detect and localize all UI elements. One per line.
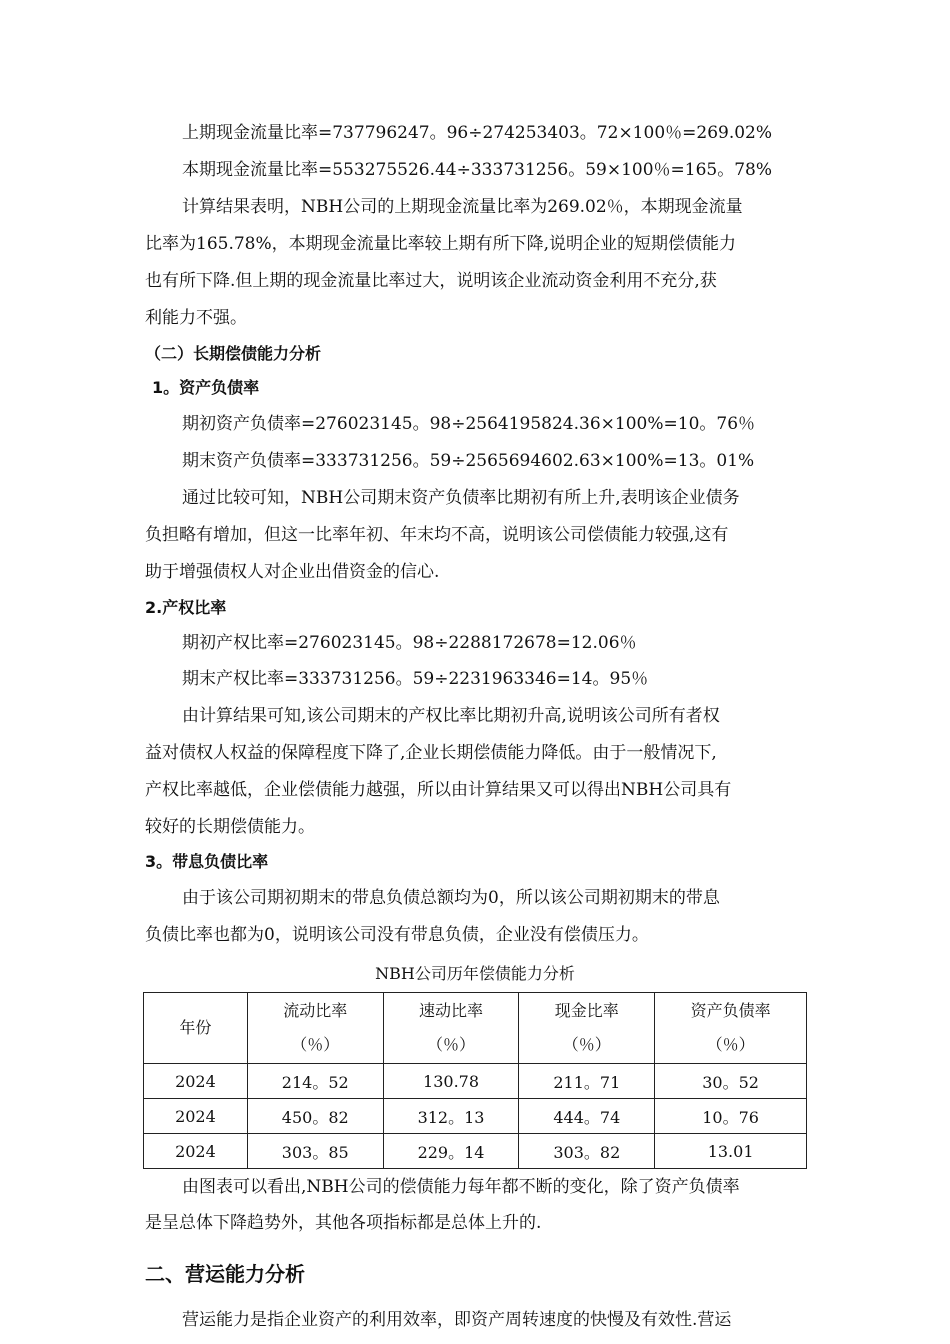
- table-cell: 214。52: [247, 1064, 383, 1099]
- table-cell: 303。85: [247, 1134, 383, 1169]
- table-cell: 229。14: [383, 1134, 519, 1169]
- paragraph-line: 上期现金流量比率=737796247。96÷274253403。72×100％=269.02%: [182, 123, 773, 143]
- header-year: 年份: [144, 993, 248, 1064]
- header-quick-ratio: 速动比率 （％）: [383, 993, 519, 1064]
- table-caption: NBH公司历年偿债能力分析: [375, 964, 575, 983]
- header-debt-ratio: 资产负债率 （％）: [655, 993, 807, 1064]
- table-cell: 312。13: [383, 1099, 519, 1134]
- table-cell: 211。71: [519, 1064, 655, 1099]
- paragraph-line: 比率为165.78%，本期现金流量比率较上期有所下降,说明企业的短期偿债能力: [145, 234, 737, 254]
- table-cell: 2024: [144, 1064, 248, 1099]
- table-header-row: [144, 993, 807, 1064]
- solvency-table: [143, 992, 807, 1169]
- paragraph-line: 由计算结果可知,该公司期末的产权比率比期初升高,说明该公司所有者权: [182, 706, 720, 726]
- chapter-heading: 二、营运能力分析: [145, 1262, 305, 1286]
- table-cell: 450。82: [247, 1099, 383, 1134]
- paragraph-line: 期初产权比率=276023145。98÷2288172678=12.06％: [182, 633, 637, 653]
- paragraph-line: 本期现金流量比率=553275526.44÷333731256。59×100％=165。78%: [182, 160, 773, 180]
- table-cell: 30。52: [655, 1064, 807, 1099]
- table-cell: 2024: [144, 1134, 248, 1169]
- subsection-heading: 2.产权比率: [145, 598, 227, 617]
- header-current-ratio: 流动比率 （％）: [247, 993, 383, 1064]
- paragraph-line: 负债比率也都为0，说明该公司没有带息负债，企业没有偿债压力。: [145, 925, 649, 945]
- paragraph-line: 益对债权人权益的保障程度下降了,企业长期偿债能力降低。由于一般情况下,: [145, 743, 717, 763]
- paragraph-line: 由图表可以看出,NBH公司的偿债能力每年都不断的变化，除了资产负债率: [182, 1177, 740, 1197]
- paragraph-line: 由于该公司期初期末的带息负债总额均为0，所以该公司期初期末的带息: [182, 888, 720, 908]
- section-heading: （二）长期偿债能力分析: [145, 344, 322, 363]
- table-row: [144, 1134, 807, 1169]
- subsection-heading: 3。带息负债比率: [145, 852, 269, 871]
- header-cash-ratio: 现金比率 （％）: [519, 993, 655, 1064]
- paragraph-line: 通过比较可知，NBH公司期末资产负债率比期初有所上升,表明该企业债务: [182, 488, 740, 508]
- table-cell: 303。82: [519, 1134, 655, 1169]
- paragraph-line: 也有所下降.但上期的现金流量比率过大，说明该企业流动资金利用不充分,获: [145, 271, 717, 291]
- subsection-heading: 1。资产负债率: [152, 378, 260, 397]
- table-row: [144, 1064, 807, 1099]
- paragraph-line: 产权比率越低，企业偿债能力越强，所以由计算结果又可以得出NBH公司具有: [145, 780, 732, 800]
- table-cell: 444。74: [519, 1099, 655, 1134]
- paragraph-line: 助于增强债权人对企业出借资金的信心.: [145, 562, 440, 582]
- table-cell: 130.78: [383, 1064, 519, 1099]
- table-cell: 2024: [144, 1099, 248, 1134]
- table-cell: 13.01: [655, 1134, 807, 1169]
- paragraph-line: 负担略有增加，但这一比率年初、年末均不高，说明该公司偿债能力较强,这有: [145, 525, 729, 545]
- paragraph-line: 是呈总体下降趋势外，其他各项指标都是总体上升的.: [145, 1213, 542, 1233]
- paragraph-line: 较好的长期偿债能力。: [145, 817, 315, 837]
- paragraph-line: 营运能力是指企业资产的利用效率，即资产周转速度的快慢及有效性.营运: [182, 1310, 732, 1330]
- table-cell: 10。76: [655, 1099, 807, 1134]
- table-row: [144, 1099, 807, 1134]
- paragraph-line: 期末资产负债率=333731256。59÷2565694602.63×100%=13。01%: [182, 451, 755, 471]
- paragraph-line: 计算结果表明，NBH公司的上期现金流量比率为269.02％，本期现金流量: [182, 197, 743, 217]
- paragraph-line: 期末产权比率=333731256。59÷2231963346=14。95％: [182, 669, 649, 689]
- paragraph-line: 期初资产负债率=276023145。98÷2564195824.36×100%=10。76％: [182, 414, 756, 434]
- paragraph-line: 利能力不强。: [145, 308, 247, 328]
